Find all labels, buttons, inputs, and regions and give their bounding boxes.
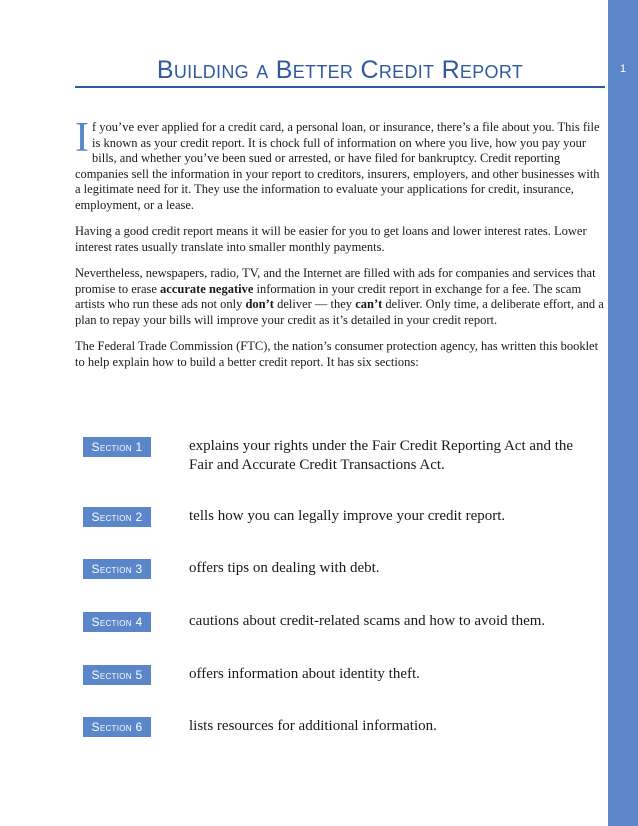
drop-cap: I bbox=[75, 115, 89, 161]
section-tab-5: Section 5 bbox=[83, 665, 151, 685]
section-tab-6: Section 6 bbox=[83, 717, 151, 737]
title-underline bbox=[75, 86, 605, 88]
side-color-bar bbox=[608, 0, 638, 826]
page-number: 1 bbox=[619, 63, 627, 75]
intro-paragraph bbox=[75, 115, 605, 213]
section-tab-1: Section 1 bbox=[83, 437, 151, 457]
section-desc-5: offers information about identity theft. bbox=[189, 666, 420, 682]
section-tab-4: Section 4 bbox=[83, 612, 151, 632]
paragraph-3 bbox=[75, 266, 605, 328]
paragraph-2: Having a good credit report means it will be easier for you to get loans and lower interest rates. Lower interest rates usually translate into smaller monthly payments. bbox=[75, 224, 587, 254]
intro-text: f you’ve ever applied for a credit card, a personal loan, or insurance, there’s a file about you. This file is known as your credit report. It is chock full of information on where you live, how you pay your bills, and whether you’ve been sued or arrested, or have filed for bankruptcy. Credit reporting companies sell the information in your report to creditors, insurers, employers, and other businesses with a legitimate need for it. They use the information to evaluate your applications for credit, insurance, employment, or a lease. bbox=[75, 120, 600, 212]
para3-bold-2: don’t bbox=[245, 297, 274, 311]
para3-text-2: information in your credit report in exchange for a fee. The scam artists who run these ads not only bbox=[75, 281, 582, 311]
section-tab-2: Section 2 bbox=[83, 507, 151, 527]
paragraph-4: The Federal Trade Commission (FTC), the nation’s consumer protection agency, has written this booklet to help explain how to build a better credit report. It has six sections: bbox=[75, 339, 599, 369]
section-desc-4: cautions about credit-related scams and how to avoid them. bbox=[189, 613, 546, 629]
section-desc-1: explains your rights under the Fair Credit Reporting Act and the Fair and Accurate Credit Transactions Act. bbox=[189, 438, 574, 473]
section-desc-3: offers tips on dealing with debt. bbox=[189, 560, 380, 576]
section-desc-2: tells how you can legally improve your credit report. bbox=[189, 508, 506, 524]
para3-text-3: deliver — they bbox=[273, 297, 356, 311]
body-text bbox=[75, 115, 605, 381]
para3-text-1: Nevertheless, newspapers, radio, TV, and the Internet are filled with ads for companies and services that promise to erase bbox=[75, 266, 596, 296]
page-title: Building a Better Credit Report bbox=[156, 56, 524, 84]
section-desc-6: lists resources for additional information. bbox=[189, 718, 437, 734]
para3-text-4: deliver. Only time, a deliberate effort, and a plan to repay your bills will improve your credit as it’s detailed in your credit report. bbox=[75, 297, 604, 327]
para3-bold-3: can’t bbox=[355, 297, 383, 311]
para3-bold-1: accurate negative bbox=[160, 281, 254, 296]
section-tab-3: Section 3 bbox=[83, 559, 151, 579]
